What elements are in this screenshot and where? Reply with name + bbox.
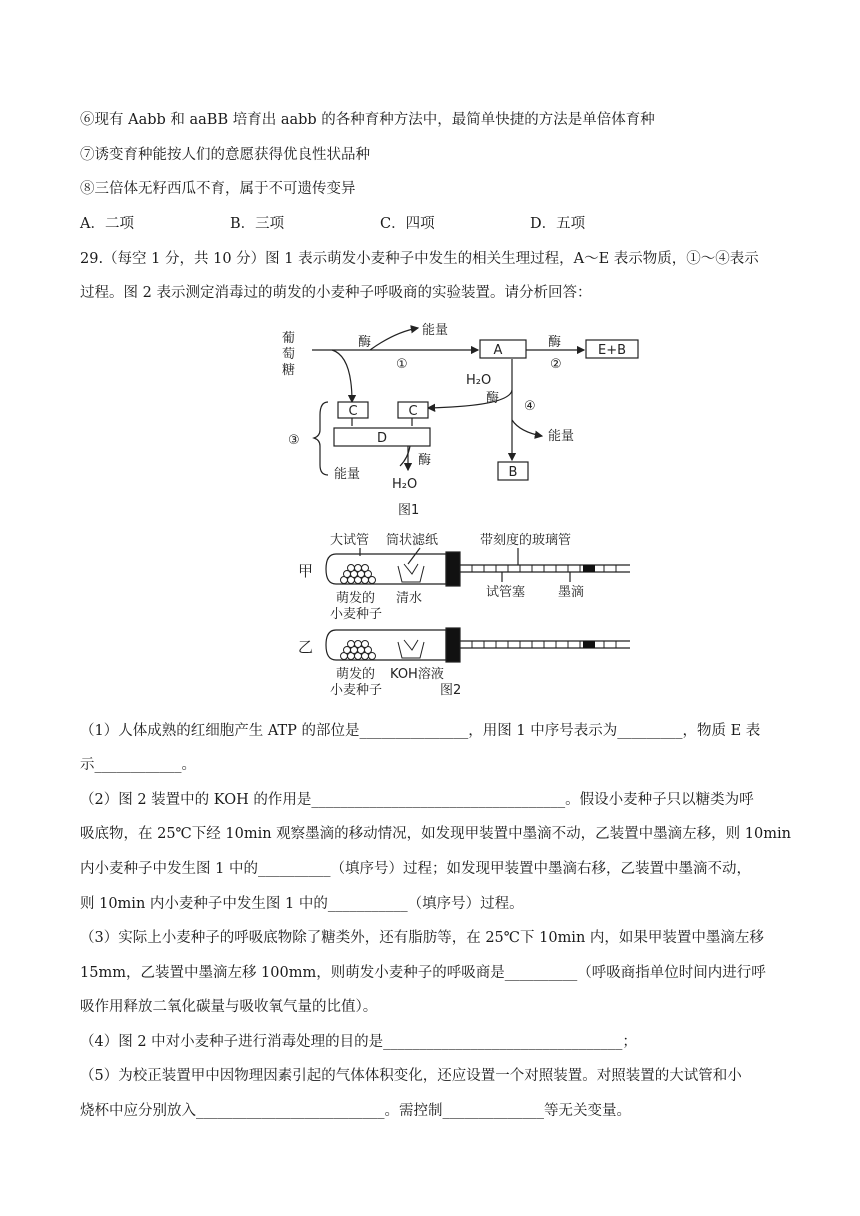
statement-8: ⑧三倍体无籽西瓜不育，属于不可遗传变异 xyxy=(80,181,356,197)
stopper-jia xyxy=(446,552,460,586)
seeds-jia xyxy=(341,565,376,584)
statement-6: ⑥现有 Aabb 和 aaBB 培育出 aabb 的各种育种方法中，最简单快捷的方法是单倍体育种 xyxy=(80,112,655,128)
label-e-plus-b: E+B xyxy=(597,343,627,358)
label-c-right: C xyxy=(408,404,418,419)
q29-part2-line3: 内小麦种子中发生图 1 中的__________（填序号）过程；如发现甲装置中墨滴右移，乙装置中墨滴不动， xyxy=(80,861,751,877)
q29-part3-line3: 吸作用释放二氧化碳量与吸收氧气量的比值）。 xyxy=(80,999,378,1015)
label-energy-3: 能量 xyxy=(334,467,361,482)
label-enzyme-1: 酶 xyxy=(358,335,372,350)
label-c-left: C xyxy=(348,404,358,419)
q29-part4: （4）图 2 中对小麦种子进行消毒处理的目的是_________________________________； xyxy=(80,1034,637,1050)
statement-7: ⑦诱变育种能按人们的意愿获得优良性状品种 xyxy=(80,147,370,163)
seeds-yi xyxy=(341,641,376,660)
q29-part2-line1: （2）图 2 装置中的 KOH 的作用是___________________________________。假设小麦种子只以糖类为呼 xyxy=(80,792,754,808)
figure-2-caption: 图2 xyxy=(440,683,462,698)
option-b: B．三项 xyxy=(230,216,285,232)
label-seeds-yi-1: 萌发的 xyxy=(336,667,376,682)
label-step-4: ④ xyxy=(524,399,536,414)
ink-drop-jia xyxy=(583,565,595,572)
figure-diagrams xyxy=(280,320,640,700)
ink-drop-yi xyxy=(583,641,595,648)
label-step-2: ② xyxy=(550,357,562,372)
label-enzyme-3: 酶 xyxy=(486,391,500,406)
label-big-tube: 大试管 xyxy=(330,533,370,548)
option-c: C．四项 xyxy=(380,216,435,232)
option-a: A．二项 xyxy=(80,216,134,232)
q29-part3-line2: 15mm，乙装置中墨滴左移 100mm，则萌发小麦种子的呼吸商是__________（呼吸商指单位时间内进行呼 xyxy=(80,965,766,981)
label-seeds-jia-1: 萌发的 xyxy=(336,591,376,606)
answer-options xyxy=(80,214,680,234)
filter-paper-yi xyxy=(404,640,418,650)
label-ink-drop: 墨滴 xyxy=(558,585,585,600)
label-glucose-2: 萄 xyxy=(282,347,296,362)
label-b: B xyxy=(508,465,518,480)
q29-intro-line1: 29.（每空 1 分，共 10 分）图 1 表示萌发小麦种子中发生的相关生理过程，A～E 表示物质，①～④表示 xyxy=(80,251,759,267)
stopper-yi xyxy=(446,628,460,662)
label-step-3: ③ xyxy=(288,433,300,448)
q29-intro-line2: 过程。图 2 表示测定消毒过的萌发的小麦种子呼吸商的实验装置。请分析回答： xyxy=(80,285,592,301)
label-glucose-3: 糖 xyxy=(282,363,296,378)
figure-1-caption: 图1 xyxy=(398,503,420,518)
label-seeds-jia-2: 小麦种子 xyxy=(330,607,383,622)
option-d: D．五项 xyxy=(530,216,586,232)
filter-paper-jia xyxy=(404,564,418,574)
label-enzyme-4: 酶 xyxy=(418,453,432,468)
label-enzyme-2: 酶 xyxy=(548,335,562,350)
q29-part1-line2: 示____________。 xyxy=(80,757,196,773)
label-scale-tube: 带刻度的玻璃管 xyxy=(480,533,572,548)
q29-part3-line1: （3）实际上小麦种子的呼吸底物除了糖类外，还有脂肪等，在 25℃下 10min 内，如果甲装置中墨滴左移 xyxy=(80,930,764,946)
label-seeds-yi-2: 小麦种子 xyxy=(330,683,383,698)
figure-1-boxes xyxy=(334,340,638,480)
q29-part1-line1: （1）人体成熟的红细胞产生 ATP 的部位是_______________，用图 1 中序号表示为_________，物质 E 表 xyxy=(80,723,761,739)
label-koh: KOH溶液 xyxy=(390,667,444,682)
label-d: D xyxy=(376,431,388,446)
label-glucose-1: 葡 xyxy=(282,331,296,346)
label-water-2: H₂O xyxy=(392,477,418,492)
beaker-yi xyxy=(398,642,424,658)
label-step-1: ① xyxy=(396,357,408,372)
label-filter-paper: 筒状滤纸 xyxy=(386,533,439,548)
beaker-jia xyxy=(398,566,424,582)
label-water-1: H₂O xyxy=(466,373,492,388)
label-energy-1: 能量 xyxy=(422,323,449,338)
label-clear-water: 清水 xyxy=(396,591,423,606)
label-yi: 乙 xyxy=(298,638,314,656)
q29-part2-line4: 则 10min 内小麦种子中发生图 1 中的___________（填序号）过程。 xyxy=(80,896,524,912)
label-energy-2: 能量 xyxy=(548,429,575,444)
q29-part2-line2: 吸底物，在 25℃下经 10min 观察墨滴的移动情况，如发现甲装置中墨滴不动，乙装置中墨滴左移，则 10min xyxy=(80,826,791,842)
label-stopper: 试管塞 xyxy=(486,585,526,600)
q29-part5-line2: 烧杯中应分别放入__________________________。需控制______________等无关变量。 xyxy=(80,1103,631,1119)
q29-part5-line1: （5）为校正装置甲中因物理因素引起的气体体积变化，还应设置一个对照装置。对照装置的大试管和小 xyxy=(80,1068,742,1084)
label-jia: 甲 xyxy=(298,562,314,580)
box-a xyxy=(480,340,526,358)
label-a: A xyxy=(493,343,503,358)
